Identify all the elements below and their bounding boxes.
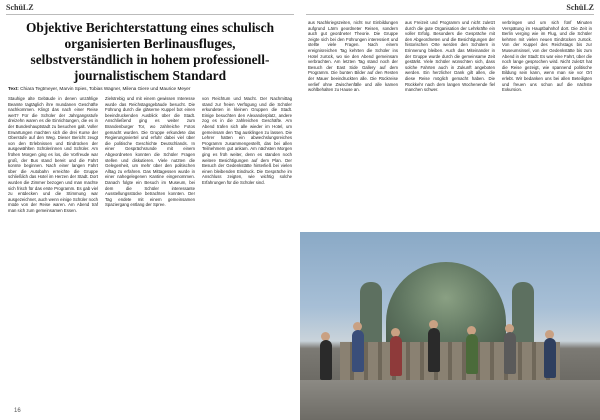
cathedral-dome — [386, 262, 506, 352]
author-names: Chiara Tegtmeyer, Marvin Spies, Tobias Wagner, Milena Giere und Maurice Meyer — [20, 86, 191, 91]
running-header-left: SchüLZ — [6, 3, 34, 12]
header-rule — [306, 14, 594, 15]
running-header-right: SchüLZ — [566, 3, 594, 12]
article-columns-continued — [308, 20, 592, 232]
article-title: Objektive Berichterstattung eines schulisch organisierten Berlinausfluges, selbstverständlich in hohem professionell-journalistischem Standard — [25, 20, 275, 83]
article-columns — [8, 96, 292, 396]
student-figure — [390, 336, 402, 376]
author-line — [8, 86, 292, 92]
article-column-5: aus Freizeit und Programm und nicht zuletzt durch die gute Organisation der Lehrkräfte ein voller Erfolg. Besonders die Gespräche mit den Abgeordneten und die Besichtigungen der historischen Orte werden den Schülern in Erinnerung bleiben. Auch das Miteinander in der Gruppe wurde durch die gemeinsame Zeit gestärkt. Viele Schüler wünschten sich, dass solche Fahrten auch in Zukunft angeboten werden. Ein herzlicher Dank gilt allen, die diese Reise möglich gemacht haben. Die Rückkehr nach dem langen Wochenende fiel manchen schwer. — [405, 20, 495, 93]
right-page — [300, 0, 600, 420]
student-figure — [320, 340, 332, 380]
plaza-ground — [300, 380, 600, 420]
page-number-left: 16 — [14, 408, 21, 414]
student-figure — [352, 330, 364, 372]
student-figure — [504, 332, 516, 374]
group-photo-berlin-cathedral — [300, 232, 600, 420]
student-figure — [428, 328, 440, 372]
student-figure — [544, 338, 556, 378]
authors-label: Text: — [8, 86, 19, 91]
article-column-1: Stauhige alte Gebäude in denen unzählige Beamte tagtäglich ihre mundanen Geschäfte nachkommen. Klingt das nach einer Reise wert? Für die Schüler der Jahrgangsstufe dreizehn waren es die Einrichtungen, die es in der Bundeshauptstadt zu besuchen galt. Voller Erwartungen machten sich die drei Kurse der Oberstufe auf den Weg. Dieser Bericht zeugt von den Erlebnissen und Eindrücken der ausgewählten Schülerinnen und Schüler. Am frühen Morgen ging es los, die Vorfreude war groß, der Bus stand bereit und die Fahrt konnte beginnen. Nach einer langen Fahrt über die Autobahn erreichte die Gruppe schließlich das Hotel im Herzen der Stadt. Dort wurden die Zimmer bezogen und man machte sich frisch für das erste Programm. Es gab viel zu entdecken und die Stimmung war ausgezeichnet, auch wenn einige Schüler noch müde von der Reise waren. Am Abend traf man sich zum gemeinsamen Essen. — [8, 96, 98, 213]
article-column-3: von Reichtum und Macht. Der Nachmittag stand zur freien Verfügung und die Schüler erkundeten in kleinen Gruppen die Stadt. Einige besuchten den Alexanderplatz, andere zog es in die zahlreichen Geschäfte. Am Abend trafen sich alle wieder im Hotel, um gemeinsam den Tag ausklingen zu lassen. Die Lehrer hatten ein abwechslungsreiches Programm zusammengestellt, das bei allen Teilnehmern gut ankam. Am nächsten Morgen ging es früh weiter, denn es standen noch weitere Besichtigungen auf dem Plan. Der Besuch der Gedenkstätte hinterließ bei vielen einen bleibenden Eindruck. Die Gespräche im Anschluss zeigten, wie wichtig solche Erfahrungen für die Schüler sind. — [202, 96, 292, 185]
article-column-4: aus Nachkriegszeiten, nicht nur Einbildungen aufgrund Lärm geordneter Reisen, sondern auch gut geordneter Theorie. Die Gruppe zeigte sich bei den Führungen interessiert und stellte viele Fragen. Nach einem ereignisreichen Tag kehrten die Schüler ins Hotel zurück, wo sie den Abend gemeinsam verbrachten. Am letzten Tag stand noch der Besuch der East Side Gallery auf dem Programm. Die bunten Bilder auf den Resten der Mauer beeindruckten alle. Die Rückreise verlief ohne Zwischenfälle und alle kamen wohlbehalten zu Hause an. — [308, 20, 398, 93]
student-figure — [466, 334, 478, 374]
header-rule — [6, 14, 294, 15]
article-column-6: verbringen und um sich fünf Minuten Verspätung im Hauptbahnhof dort. Die Zeit in Berlin verging wie im Flug, und die Schüler kehrten mit vielen neuen Eindrücken zurück. Von der Kuppel des Reichstags bis zur Museumsinsel, von der Gedenkstätte bis zum Abend in der Stadt: Es war eine Fahrt, über die noch lange gesprochen wird. Nicht zuletzt hat die Reise gezeigt, wie spannend politische Bildung sein kann, wenn man sie vor Ort erlebt. Wir bedanken uns bei allen Beteiligten und freuen uns schon auf die nächste Exkursion. — [502, 20, 592, 93]
article-column-2: Zielstrebig und mit einem gewissen Interesse wurde das Reichstagsgebäude besucht. Die Führung durch die gläserne Kuppel bot einen beeindruckenden Ausblick über die Stadt. Anschließend ging es weiter zum Brandenburger Tor, wo zahlreiche Fotos gemacht wurden. Die Gruppe erkundete das Regierungsviertel und erfuhr dabei viel über die politische Geschichte Deutschlands. In einer Gesprächsrunde mit einem Abgeordneten konnten die Schüler Fragen stellen und diskutieren. Viele nutzten die Gelegenheit, um mehr über den politischen Alltag zu erfahren. Das Mittagessen wurde in einer nahegelegenen Kantine eingenommen. Danach folgte ein Besuch im Museum, bei dem die Schüler interessante Ausstellungsstücke betrachten konnten. Der Tag endete mit einem gemeinsamen Spaziergang entlang der Spree. — [105, 96, 195, 208]
cathedral-facade — [340, 342, 560, 382]
